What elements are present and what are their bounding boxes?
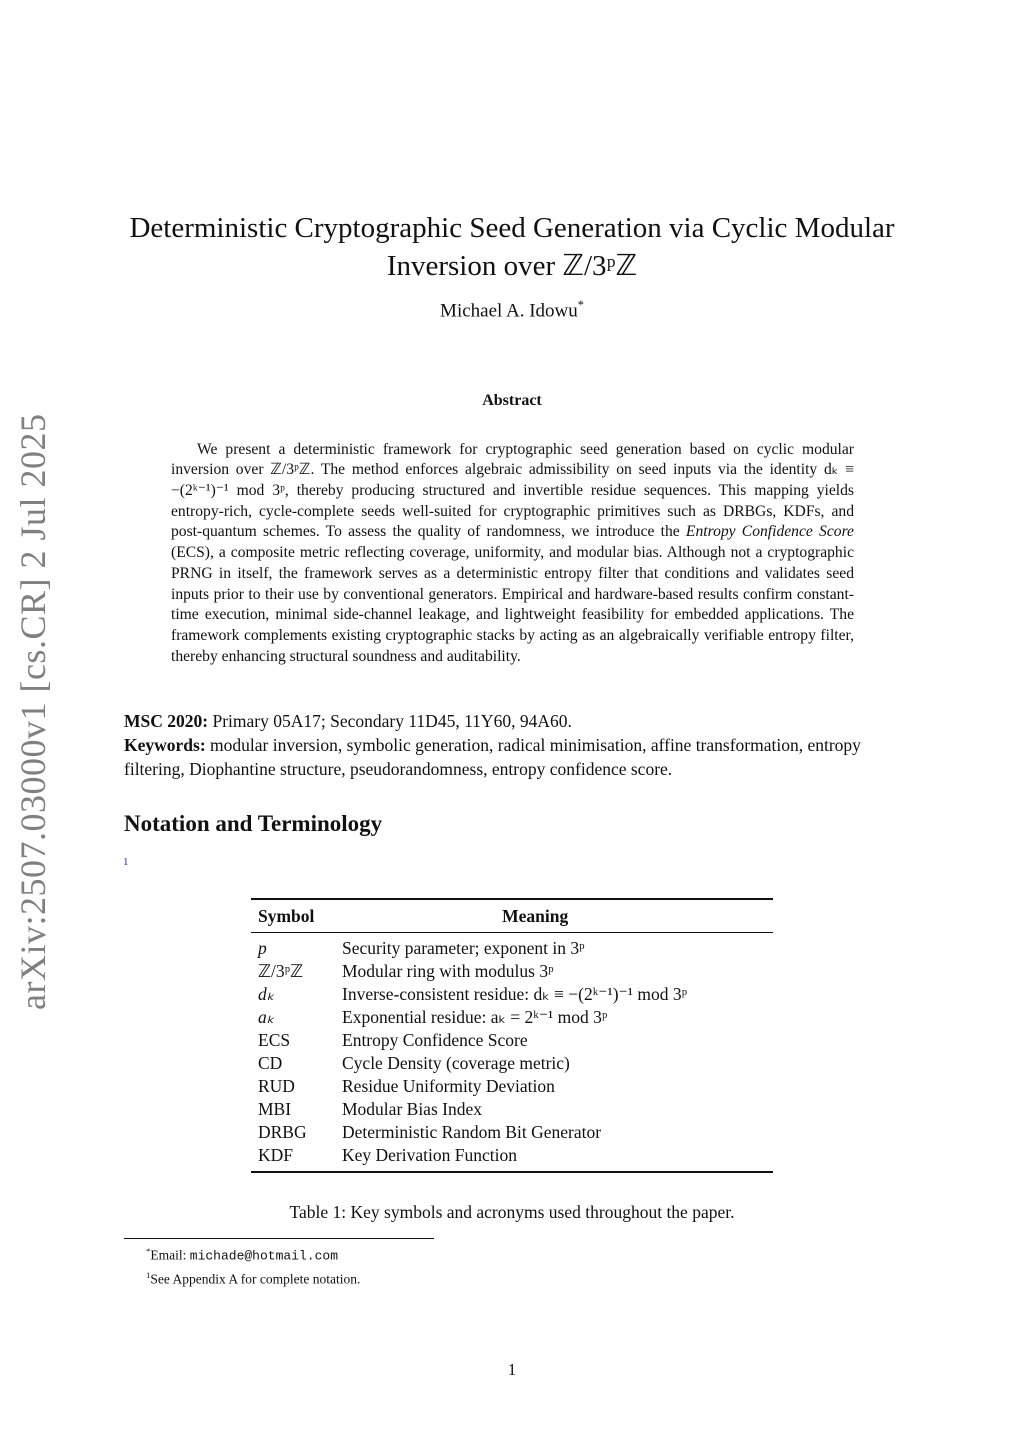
meaning-cell: Deterministic Random Bit Generator [342, 1122, 602, 1142]
meaning-cell: Exponential residue: aₖ = 2ᵏ⁻¹ mod 3ᵖ [342, 1007, 608, 1027]
symbol-cell: KDF [258, 1145, 294, 1165]
footnote-email-mark: * [146, 1246, 151, 1256]
footnote-note-mark: 1 [146, 1269, 151, 1280]
symbol-cell: ℤ/3ᵖℤ [258, 961, 304, 981]
msc-label: MSC 2020: [124, 711, 209, 731]
symbol-cell: DRBG [258, 1122, 307, 1142]
table-mid-rule [251, 932, 773, 933]
symbol-cell: dₖ [258, 984, 275, 1004]
abstract-body [171, 440, 854, 668]
page-number: 1 [507, 1360, 517, 1379]
table-row [251, 1029, 773, 1052]
footnote-email-label: Email: [150, 1247, 187, 1263]
table-row [251, 960, 773, 983]
footnote-rule [124, 1238, 434, 1239]
keywords-label: Keywords: [124, 735, 206, 755]
table-row [251, 1098, 773, 1121]
footnote-link[interactable]: 1 [123, 856, 129, 868]
table-row [251, 1052, 773, 1075]
header-meaning: Meaning [502, 905, 569, 926]
msc-line [124, 709, 904, 733]
meaning-cell: Entropy Confidence Score [342, 1030, 528, 1050]
table-row [251, 983, 773, 1006]
table-row [251, 1121, 773, 1144]
keywords-value: modular inversion, symbolic generation, radical minimisation, affine transformation, entropy filtering, Diophantine structure, pseudorandomness, entropy confidence score. [124, 735, 861, 779]
abstract-heading: Abstract [482, 392, 542, 409]
meaning-cell: Modular ring with modulus 3ᵖ [342, 961, 554, 981]
meaning-cell: Cycle Density (coverage metric) [342, 1053, 570, 1073]
author-footnote-mark: * [577, 298, 584, 312]
footnote-note-text: See Appendix A for complete notation. [150, 1271, 361, 1286]
table-caption: Table 1: Key symbols and acronyms used throughout the paper. [289, 1202, 735, 1222]
meaning-cell: Key Derivation Function [342, 1145, 517, 1165]
msc-value: Primary 05A17; Secondary 11D45, 11Y60, 94A60. [212, 711, 572, 731]
meaning-cell: Residue Uniformity Deviation [342, 1076, 555, 1096]
symbol-cell: p [258, 938, 267, 958]
arxiv-stamp: arXiv:2507.03000v1 [cs.CR] 2 Jul 2025 [13, 413, 53, 1010]
footnotes [146, 1242, 360, 1288]
footnote-email [146, 1242, 360, 1266]
table-bottom-rule [251, 1171, 773, 1173]
email-link[interactable]: michade@hotmail.com [189, 1248, 338, 1264]
symbol-cell: RUD [258, 1076, 295, 1096]
abstract-text-part-1: We present a deterministic framework for cryptographic seed generation based on cyclic modular inversion over ℤ/3ᵖℤ. The method enforces algebraic admissibility on seed inputs via the identity dₖ ≡ −(2ᵏ⁻¹)⁻¹ mod 3ᵖ, thereby producing structured and invertible residue sequences. This mapping yields entropy-rich, cycle-complete seeds well-suited for cryptographic primitives such as DRBGs, KDFs, and post-quantum schemes. To assess the quality of randomness, we introduce the [171, 440, 854, 541]
section-heading: Notation and Terminology [124, 811, 383, 836]
table-row [251, 1075, 773, 1098]
symbol-cell: aₖ [258, 1007, 275, 1027]
symbol-cell: CD [258, 1053, 283, 1073]
meaning-cell: Inverse-consistent residue: dₖ ≡ −(2ᵏ⁻¹)⁻¹ mod 3ᵖ [342, 984, 688, 1004]
abstract-text-part-2: (ECS), a composite metric reflecting coverage, uniformity, and modular bias. Although not a cryptographic PRNG in itself, the framework serves as a deterministic entropy filter that conditions and validates seed inputs prior to their use by conventional generators. Empirical and hardware-based results confirm constant-time execution, minimal side-channel leakage, and lightweight feasibility for embedded applications. The framework complements existing cryptographic stacks by acting as an algebraically verifiable entropy filter, thereby enhancing structural soundness and auditability. [171, 544, 854, 665]
table-row [251, 1144, 773, 1167]
paper-title: Deterministic Cryptographic Seed Generation via Cyclic Modular Inversion over ℤ/3ᵖℤ [129, 212, 895, 283]
footnote-note [146, 1266, 360, 1289]
symbol-cell: MBI [258, 1099, 292, 1119]
abstract-emphasis: Entropy Confidence Score [685, 523, 854, 541]
notation-table [251, 898, 773, 1173]
author-line [100, 298, 924, 322]
table-header-row [251, 900, 773, 932]
header-symbol: Symbol [258, 905, 315, 926]
table-row [251, 1006, 773, 1029]
symbol-cell: ECS [258, 1030, 291, 1050]
meaning-cell: Modular Bias Index [342, 1099, 482, 1119]
table-row [251, 937, 773, 960]
keywords-line [124, 733, 904, 781]
meaning-cell: Security parameter; exponent in 3ᵖ [342, 938, 585, 958]
author-name: Michael A. Idowu [440, 300, 578, 322]
